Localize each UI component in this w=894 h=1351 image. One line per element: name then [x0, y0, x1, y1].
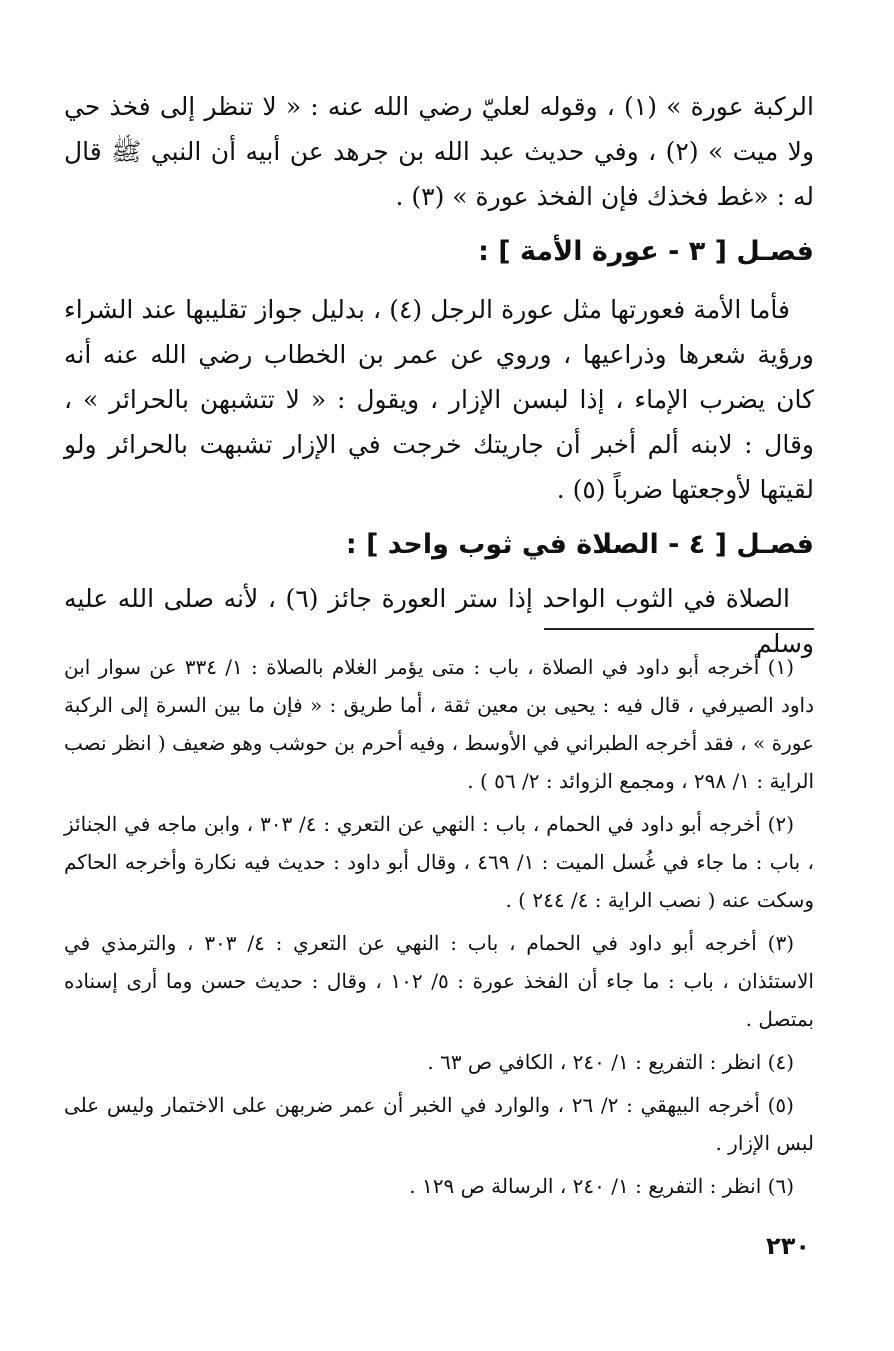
footnote-separator [544, 628, 814, 630]
footnote-2: (٢) أخرجه أبو داود في الحمام ، باب : النهي عن التعري : ٤/ ٣٠٣ ، وابن ماجه في الجنائز ، باب : ما جاء في غُسل الميت : ١/ ٤٦٩ ، وقال أبو داود : حديث فيه نكارة وأخرجه الحاكم وسكت عنه ( نصب الراية : ٤/ ٢٤٤ ) . [64, 812, 814, 912]
paragraph-2: فأما الأمة فعورتها مثل عورة الرجل (٤) ، بدليل جواز تقليبها عند الشراء ورؤية شعرها وذراعيها ، وروي عن عمر بن الخطاب رضي الله عنه أنه كان يضرب الإماء ، إذا لبسن الإزار ، ويقول : « لا تتشبهن بالحرائر » ، وقال : لابنه ألم أخبر أن جاريتك خرجت في الإزار تشبهت بالحرائر ولو لقيتها لأوجعتها ضرباً (٥) . [64, 295, 814, 504]
footnote-5: (٥) أخرجه البيهقي : ٢/ ٢٦ ، والوارد في الخبر أن عمر ضربهن على الاختمار وليس على لبس الإزار . [64, 1093, 814, 1155]
footnotes [64, 648, 814, 1210]
section-heading-4: فصـل [ ٤ - الصلاة في ثوب واحد ] : [345, 529, 814, 560]
main-text [64, 84, 814, 666]
footnote-3: (٣) أخرجه أبو داود في الحمام ، باب : النهي عن التعري : ٤/ ٣٠٣ ، والترمذي في الاستئذان ، باب : ما جاء أن الفخذ عورة : ٥/ ١٠٢ ، وقال : حديث حسن وما أرى إسناده بمتصل . [64, 931, 814, 1031]
footnote-1: (١) أخرجه أبو داود في الصلاة ، باب : متى يؤمر الغلام بالصلاة : ١/ ٣٣٤ عن سوار ابن داود الصيرفي ، قال فيه : يحيى بن معين ثقة ، أما طريق : « فإن ما بين السرة إلى الركبة عورة » ، فقد أخرجه الطبراني في الأوسط ، وفيه أحرم بن حوشب وهو ضعيف ( انظر نصب الراية : ١/ ٢٩٨ ، ومجمع الزوائد : ٢/ ٥٦ ) . [64, 655, 814, 793]
section-heading-3: فصـل [ ٣ - عورة الأمة ] : [478, 236, 814, 267]
footnote-4: (٤) انظر : التفريع : ١/ ٢٤٠ ، الكافي ص ٦٣ . [427, 1050, 794, 1074]
footnote-6: (٦) انظر : التفريع : ١/ ٢٤٠ ، الرسالة ص ١٢٩ . [409, 1174, 794, 1198]
page-number: ٢٣٠ [766, 1232, 810, 1260]
paragraph-3: الصلاة في الثوب الواحد إذا ستر العورة جائز (٦) ، لأنه صلى الله عليه وسلم [64, 584, 814, 658]
paragraph-1: الركبة عورة » (١) ، وقوله لعليّ رضي الله عنه : « لا تنظر إلى فخذ حي ولا ميت » (٢) ، وفي حديث عبد الله بن جرهد عن أبيه أن النبي ﷺ قال له : «غط فخذك فإن الفخذ عورة » (٣) . [64, 92, 815, 211]
